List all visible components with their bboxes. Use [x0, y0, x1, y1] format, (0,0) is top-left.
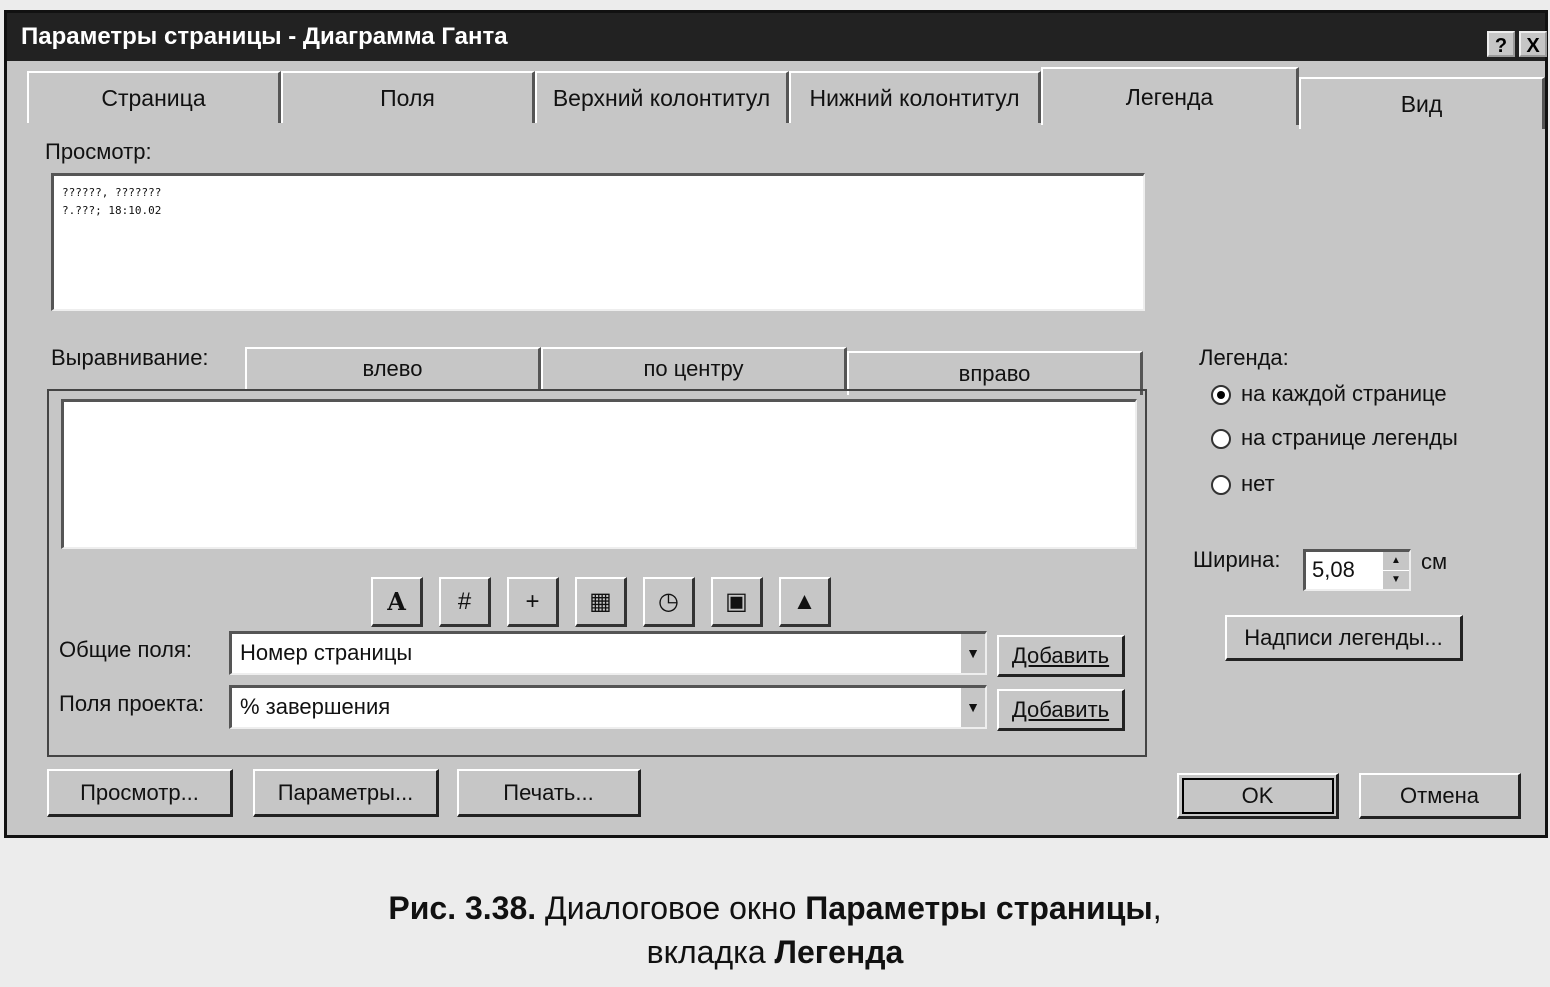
project-fields-value: % завершения	[240, 694, 391, 719]
width-value: 5,08	[1312, 557, 1355, 582]
legend-none-label[interactable]: нет	[1241, 471, 1275, 496]
caption-text2: вкладка	[646, 934, 775, 970]
preview-box	[51, 173, 1145, 311]
picture-icon[interactable]: ▲	[779, 577, 831, 627]
chevron-down-icon[interactable]: ▼	[959, 634, 985, 673]
tab-align-right[interactable]: вправо	[847, 351, 1143, 395]
add-common-field-button[interactable]: Добавить	[997, 635, 1125, 677]
preview-label: Просмотр:	[45, 139, 152, 164]
project-fields-label: Поля проекта:	[59, 691, 205, 716]
footer-text-area[interactable]	[61, 399, 1137, 549]
legend-every-page-label[interactable]: на каждой странице	[1241, 381, 1447, 406]
page-number-icon[interactable]: #	[439, 577, 491, 627]
preview-line-2: ?.???; 18:10.02	[62, 204, 162, 217]
legend-labels-button[interactable]: Надписи легенды...	[1225, 615, 1463, 661]
caption-text1: Диалоговое окно	[536, 890, 806, 926]
tab-view[interactable]: Вид	[1299, 77, 1545, 129]
title-bar[interactable]	[7, 13, 1545, 61]
caption-bold2: Легенда	[774, 934, 904, 970]
filename-icon[interactable]: ▣	[711, 577, 763, 627]
font-icon[interactable]: A	[371, 577, 423, 627]
figure-caption-line2	[0, 934, 1550, 971]
time-icon[interactable]: ◷	[643, 577, 695, 627]
alignment-label: Выравнивание:	[51, 345, 209, 370]
width-label: Ширина:	[1193, 547, 1281, 572]
caption-bold1: Параметры страницы	[805, 890, 1153, 926]
chevron-down-icon[interactable]: ▼	[959, 688, 985, 727]
page-setup-dialog	[4, 10, 1548, 838]
tab-align-center[interactable]: по центру	[541, 347, 847, 389]
cancel-button[interactable]: Отмена	[1359, 773, 1521, 819]
tab-margins[interactable]: Поля	[281, 71, 535, 123]
project-fields-select[interactable]	[229, 685, 987, 729]
options-button[interactable]: Параметры...	[253, 769, 439, 817]
radio-dot	[1217, 391, 1225, 399]
tab-legend[interactable]: Легенда	[1041, 67, 1299, 125]
total-pages-icon[interactable]: +	[507, 577, 559, 627]
figure-caption-line1	[0, 890, 1550, 927]
caption-number: Рис. 3.38.	[388, 890, 537, 926]
add-project-field-button[interactable]: Добавить	[997, 689, 1125, 731]
close-button[interactable]: X	[1519, 31, 1547, 57]
tab-page[interactable]: Страница	[27, 71, 281, 123]
common-fields-select[interactable]	[229, 631, 987, 675]
preview-button[interactable]: Просмотр...	[47, 769, 233, 817]
print-button[interactable]: Печать...	[457, 769, 641, 817]
common-fields-label: Общие поля:	[59, 637, 192, 662]
legend-legend-page-label[interactable]: на странице легенды	[1241, 425, 1458, 450]
caption-comma: ,	[1152, 890, 1162, 926]
spin-up-icon[interactable]: ▲	[1381, 552, 1409, 570]
legend-none-radio[interactable]	[1211, 475, 1231, 495]
preview-line-1: ??????, ???????	[62, 186, 162, 199]
common-fields-value: Номер страницы	[240, 640, 413, 665]
legend-label: Легенда:	[1199, 345, 1289, 370]
ok-button[interactable]: OK	[1177, 773, 1339, 819]
legend-every-page-radio[interactable]	[1211, 385, 1231, 405]
help-button[interactable]: ?	[1487, 31, 1515, 57]
width-stepper[interactable]	[1303, 549, 1411, 591]
spin-down-icon[interactable]: ▼	[1381, 571, 1409, 589]
window-title: Параметры страницы - Диаграмма Ганта	[21, 23, 508, 50]
tab-align-left[interactable]: влево	[245, 347, 541, 389]
tab-footer[interactable]: Нижний колонтитул	[789, 71, 1041, 123]
date-icon[interactable]: ▦	[575, 577, 627, 627]
width-unit: см	[1421, 549, 1448, 574]
tab-header[interactable]: Верхний колонтитул	[535, 71, 789, 123]
legend-legend-page-radio[interactable]	[1211, 429, 1231, 449]
